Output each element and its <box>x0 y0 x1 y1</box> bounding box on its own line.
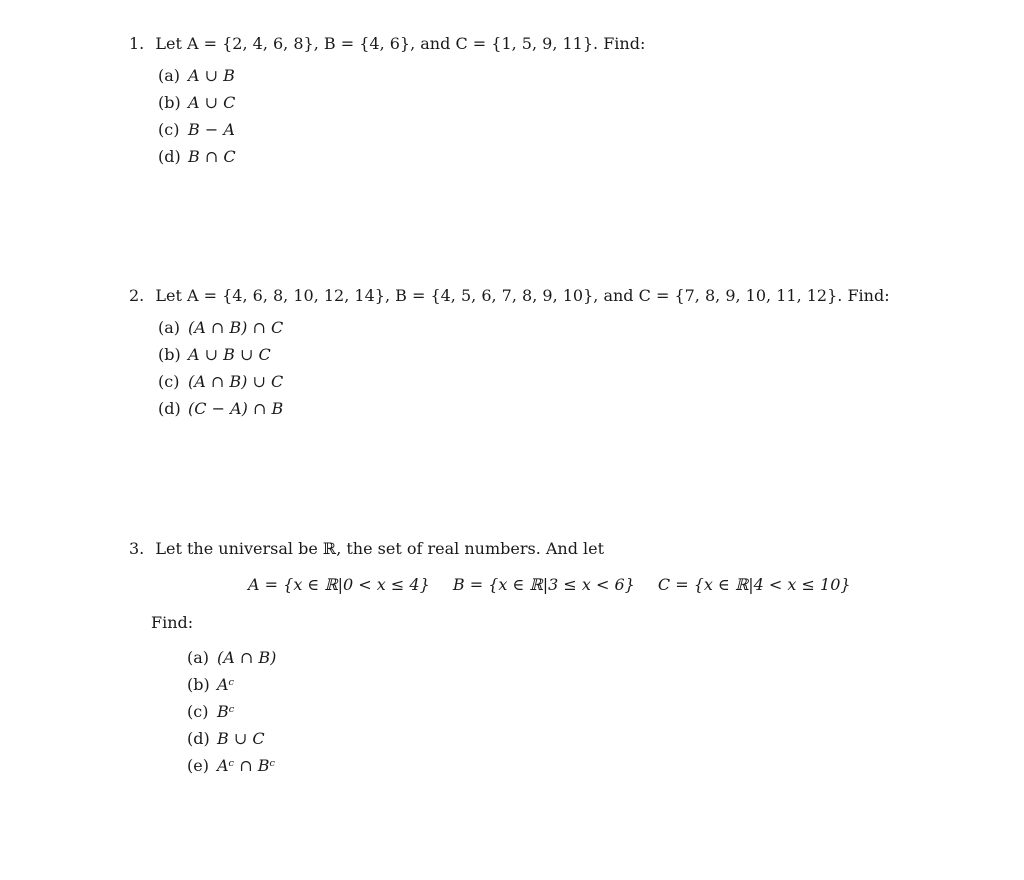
list-item <box>158 93 989 120</box>
list-item <box>187 648 276 675</box>
list-item <box>187 702 276 729</box>
list-item <box>158 147 989 174</box>
item-label: (c) <box>187 702 209 721</box>
list-item <box>187 675 276 702</box>
problem-text: Let A = {4, 6, 8, 10, 12, 14}, B = {4, 5, 6, 7, 8, 9, 10}, and C = {7, 8, 9, 10, 11, 12}. Find: <box>155 286 890 305</box>
problem-2 <box>129 286 989 426</box>
item-expression: (A ∩ B) <box>217 648 277 667</box>
problem-1 <box>129 34 989 174</box>
item-expression: B ∩ C <box>188 147 236 166</box>
item-expression: Aᶜ <box>217 675 235 694</box>
item-label: (b) <box>158 93 181 112</box>
list-item <box>158 345 989 372</box>
item-expression: A ∪ C <box>188 93 236 112</box>
list-item <box>187 729 276 756</box>
problem-number: 3. <box>129 539 145 558</box>
list-item <box>158 120 989 147</box>
item-label: (d) <box>187 729 210 748</box>
problem-number: 1. <box>129 34 145 53</box>
problem-text: Let A = {2, 4, 6, 8}, B = {4, 6}, and C = {1, 5, 9, 11}. Find: <box>155 34 646 53</box>
item-expression: B ∪ C <box>217 729 265 748</box>
item-expression: (A ∩ B) ∪ C <box>188 372 284 391</box>
item-expression: Aᶜ ∩ Bᶜ <box>217 756 276 775</box>
set-a-definition: A = {x ∈ ℝ|0 < x ≤ 4} <box>248 575 430 594</box>
item-label: (a) <box>187 648 210 667</box>
item-label: (d) <box>158 399 181 418</box>
problem-1-items <box>158 66 989 174</box>
item-expression: Bᶜ <box>217 702 235 721</box>
list-item <box>158 318 989 345</box>
item-label: (a) <box>158 318 181 337</box>
item-label: (d) <box>158 147 181 166</box>
list-item <box>158 399 989 426</box>
problem-3-items <box>187 648 276 783</box>
set-definitions <box>248 575 851 595</box>
problem-2-items <box>158 318 989 426</box>
item-expression: A ∪ B <box>188 66 235 85</box>
set-c-definition: C = {x ∈ ℝ|4 < x ≤ 10} <box>657 575 851 594</box>
item-label: (e) <box>187 756 209 775</box>
item-expression: B − A <box>188 120 235 139</box>
item-label: (a) <box>158 66 181 85</box>
item-label: (b) <box>187 675 210 694</box>
problem-1-stem <box>129 34 989 54</box>
item-expression: (A ∩ B) ∩ C <box>188 318 284 337</box>
problem-2-stem <box>129 286 989 306</box>
set-b-definition: B = {x ∈ ℝ|3 ≤ x < 6} <box>452 575 635 594</box>
find-label: Find: <box>151 613 194 632</box>
problem-number: 2. <box>129 286 145 305</box>
item-label: (c) <box>158 372 180 391</box>
list-item <box>158 66 989 93</box>
list-item <box>187 756 276 783</box>
problem-text: Let the universal be ℝ, the set of real numbers. And let <box>155 539 605 558</box>
item-label: (b) <box>158 345 181 364</box>
list-item <box>158 372 989 399</box>
item-expression: (C − A) ∩ B <box>188 399 284 418</box>
item-label: (c) <box>158 120 180 139</box>
item-expression: A ∪ B ∪ C <box>188 345 271 364</box>
problem-3-stem <box>129 539 989 559</box>
